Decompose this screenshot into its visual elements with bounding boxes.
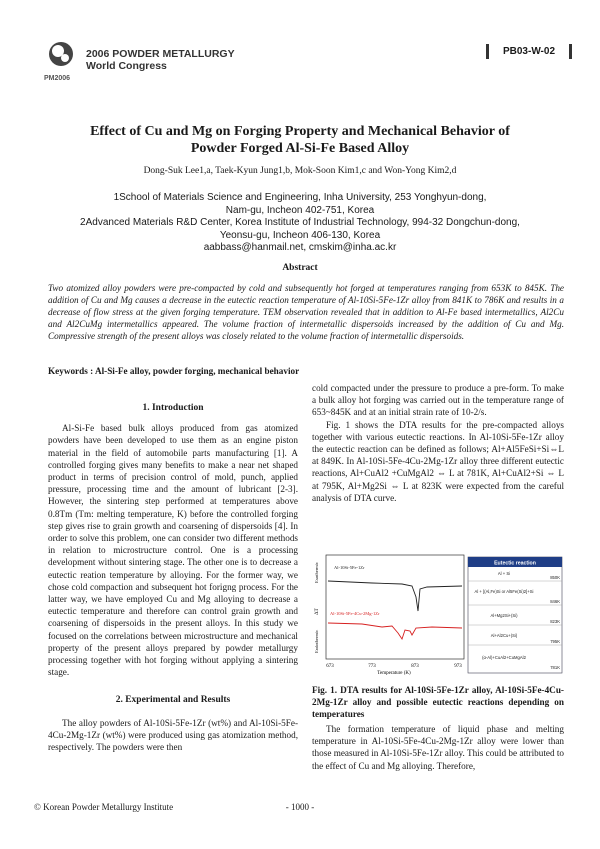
reaction-row-5: (α-Al)+CuAl2+CuMgAl2 — [482, 655, 526, 660]
y-label-mid: ΔT — [314, 608, 320, 615]
figure-1 — [312, 553, 564, 677]
affiliations — [40, 192, 560, 255]
reaction-temp-5: 781K — [550, 665, 560, 670]
paper-title — [40, 123, 560, 157]
paper-code: PB03-W-02 — [486, 44, 572, 59]
experimental-paragraph: The alloy powders of Al-10Si-5Fe-1Zr (wt%) and Al-10Si-5Fe-4Cu-2Mg-1Zr (wt%) were produced using gas atomization method, respectively. The powders were then — [48, 717, 298, 753]
y-label-top: Exothermic — [314, 562, 319, 583]
right-column-continued — [312, 723, 564, 772]
reaction-row-3: Al+Mg2Si+(Si) — [490, 613, 518, 618]
reaction-temp-3: 823K — [550, 619, 560, 624]
reaction-temp-2: 846K — [550, 599, 560, 604]
title-line2: Powder Forged Al-Si-Fe Based Alloy — [190, 141, 410, 156]
affiliation-1a: 1School of Materials Science and Engineering, Inha University, 253 Yonghyun-dong, — [113, 192, 487, 203]
reaction-row-4: Al+Al2Cu+(Si) — [490, 633, 518, 638]
series-2-label: Al-10Si-5Fe-4Cu-2Mg-1Zr — [330, 611, 380, 616]
right-column — [312, 382, 564, 504]
x-tick-773: 773 — [368, 664, 376, 669]
dta-chart — [312, 553, 564, 677]
section1-heading: 1. Introduction — [142, 403, 204, 413]
logo-text: PM2006 — [44, 75, 71, 82]
left-column — [48, 403, 298, 753]
right-paragraph-1: cold compacted under the pressure to produce a pre-form. To make a bulk alloy hot forging was carried out in the temperature range of 653~845K and at an initial strain rate of 10-2/s. — [312, 383, 564, 418]
x-tick-673: 673 — [326, 664, 334, 669]
x-axis-label: Temperature (K) — [377, 671, 411, 676]
affiliation-2b: Yeonsu-gu, Incheon 406-130, Korea — [219, 229, 381, 241]
abstract-text: Two atomized alloy powders were pre-compacted by cold and subsequently hot forged at temperatures ranging from 653K to 845K. The addition of Cu and Mg causes a decrease in the eutectic reaction temperature of Al-10Si-5Fe-1Zr alloy from 841K to 786K and results in a decrease of flow stress at the given forging temperature. TEM observation revealed that in addition to Al-Fe based intermetallics, Al2Cu and Al2CuMg intermetallics appeared. The volume fraction of intermetallic dispersoids increased by the addition of Cu and Mg. Compressive strength of the present alloys was closely related to the volume fraction of intermetallic dispersoids. — [48, 283, 564, 341]
x-tick-973: 973 — [454, 664, 462, 669]
abstract-heading: Abstract — [282, 263, 318, 273]
page-number: - 1000 - — [285, 802, 315, 812]
conference-title — [86, 48, 235, 72]
figure-caption: Fig. 1. DTA results for Al-10Si-5Fe-1Zr alloy, Al-10Si-5Fe-4Cu-2Mg-1Zr alloy and possible eutectic reactions depending on temperatures — [312, 685, 564, 719]
series-1-label: Al-10Si-5Fe-1Zr — [334, 565, 365, 570]
plot-frame — [326, 555, 464, 659]
affiliation-1b: Nam-gu, Incheon 402-751, Korea — [225, 204, 375, 216]
section2-heading: 2. Experimental and Results — [115, 695, 231, 706]
reaction-table-title: Eutectic reaction — [494, 560, 536, 567]
title-line1: Effect of Cu and Mg on Forging Property and Mechanical Behavior of — [90, 124, 510, 139]
reaction-row-1: Al + Si — [497, 571, 511, 576]
x-tick-873: 873 — [411, 664, 419, 669]
footer-copyright: © Korean Powder Metallurgy Institute — [34, 802, 174, 812]
right-paragraph-2: Fig. 1 shows the DTA results for the pre-compacted alloys together with various eutectic reactions. In Al-10Si-5Fe-1Zr alloy the eutectic reaction can be defined as follows; Al+Al5FeSi+Si⇔L at 849K. In Al-10Si-5Fe-4Cu-2Mg-1Zr alloy three different eutectic reactions, Al+CuAl2 +CuMgAl2 ⇔ L at 781K, Al+CuAl2+Si ⇔ L at 795K, Al+Mg2Si ⇔ L at 823K were expected from the careful analysis of DTA curve. — [312, 419, 564, 503]
right-paragraph-3: The formation temperature of liquid phase and melting temperature in Al-10Si-5Fe-4Cu-2Mg-1Zr alloy were lower than those measured in Al-10Si-5Fe-1Zr alloy. This could be attributed to the effect of Cu and Mg alloying. Therefore, — [312, 724, 564, 771]
reaction-row-2: Al + [(Al,Fe)Si or Al5Fe(Si)2]+Si — [474, 589, 534, 594]
pm2006-logo-icon — [44, 40, 78, 80]
authors: Dong-Suk Lee1,a, Taek-Kyun Jung1,b, Mok-Soon Kim1,c and Won-Yong Kim2,d — [143, 166, 457, 176]
intro-paragraph: Al-Si-Fe based bulk alloys produced from gas atomized powders have been developed to use them as an engine piston material in the field of automobile parts manufacturing [1]. A controlled forging gives many benefits to make a near net shaped product in terms of precision control of mold, punch, applied pressure, processing time and the amount of lubricant [2-3]. However, the sintering step performed at temperatures above 0.8Tm (Tm: melting temperature, K) before the controlled forging step gives rise to grain growth and coarsening of dispersoids [4]. In order to solve this problem, one can consider two different methods in relation to microstructure control. One is a processing development without sintering stage. The other one is to decrease a eutectic reation temperature by alloying. For the former way, we chose cold compaction and subsequent hot forigng process. For the latter way, we have employed Cu and Mg alloying to decrease a eutectic temperature and therefore can control grain growth and coarsening of dispersoids in the present alloys. In this study we focused on the correlations between microstructure and mechanical property of the present alloys prepared by powder metallurgy processing together with hot forging without applying a sintering stage. — [48, 423, 298, 678]
conference-line1: 2006 POWDER METALLURGY — [86, 48, 235, 60]
affiliation-2a: 2Advanced Materials R&D Center, Korea Institute of Industrial Technology, 994-32 Dongchun-dong, — [80, 217, 520, 228]
conference-line2: World Congress — [86, 60, 167, 72]
y-label-bottom: Endothermic — [314, 629, 319, 653]
reaction-temp-1: 850K — [550, 575, 560, 580]
reaction-temp-4: 795K — [550, 639, 560, 644]
emails: aabbass@hanmail.net, cmskim@inha.ac.kr — [203, 242, 397, 253]
keywords: Keywords : Al-Si-Fe alloy, powder forging, mechanical behavior — [48, 366, 300, 376]
